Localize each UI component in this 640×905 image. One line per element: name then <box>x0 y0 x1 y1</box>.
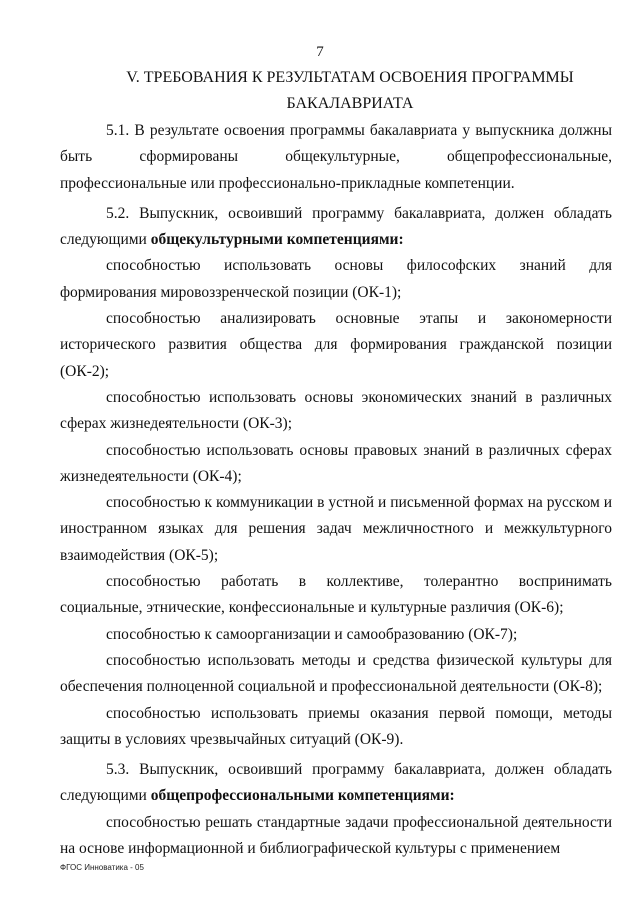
body-text <box>60 118 612 862</box>
competency-ok-3: способностью использовать основы экономических знаний в различных сферах жизнедеятельности (ОК-3); <box>60 388 612 433</box>
page-number: 7 <box>316 44 324 60</box>
competency-ok-2: способностью анализировать основные этапы и закономерности исторического развития общества для формирования гражданской позиции (ОК-2); <box>60 310 612 380</box>
competency-ok-5: способностью к коммуникации в устной и письменной формах на русском и иностранном языках для решения задач межличностного и межкультурного взаимодействия (ОК-5); <box>60 494 612 564</box>
section-title-line-2: БАКАЛАВРИАТА <box>286 95 414 112</box>
competency-ok-6: способностью работать в коллективе, толерантно воспринимать социальные, этнические, конфессиональные и культурные различия (ОК-6); <box>60 573 612 617</box>
footer-label: ФГОС Инноватика - 05 <box>60 863 144 872</box>
competency-ok-4: способностью использовать основы правовых знаний в различных сферах жизнедеятельности (ОК-4); <box>60 441 612 485</box>
paragraph-5-3-lead: 5.3. Выпускник, освоивший программу бакалавриата, должен обладать следующими <box>60 761 612 805</box>
competency-ok-7: способностью к самоорганизации и самообразованию (ОК-7); <box>106 625 518 643</box>
paragraph-5-2 <box>60 201 612 254</box>
competency-ok-1: способностью использовать основы философских знаний для формирования мировоззренческой позиции (ОК-1); <box>60 257 612 301</box>
competency-ok-8: способностью использовать методы и средства физической культуры для обеспечения полноценной социальной и профессиональной деятельности (ОК-8); <box>60 651 612 696</box>
paragraph-5-1: 5.1. В результате освоения программы бакалавриата у выпускника должны быть сформированы общекультурные, общепрофессиональные, профессиональные или профессионально-прикладные компетенции. <box>60 122 612 192</box>
section-title-line-1: V. ТРЕБОВАНИЯ К РЕЗУЛЬТАТАМ ОСВОЕНИЯ ПРОГРАММЫ <box>126 69 574 86</box>
paragraph-5-3-emphasis: общепрофессиональными компетенциями: <box>150 787 455 805</box>
competency-opk-1-partial: способностью решать стандартные задачи профессиональной деятельности на основе информационной и библиографической культуры с применением <box>60 813 612 858</box>
paragraph-5-3 <box>60 757 612 810</box>
competency-ok-9: способностью использовать приемы оказания первой помощи, методы защиты в условиях чрезвычайных ситуаций (ОК-9). <box>60 704 612 748</box>
paragraph-5-2-emphasis: общекультурными компетенциями: <box>150 231 404 249</box>
paragraph-5-2-lead: 5.2. Выпускник, освоивший программу бакалавриата, должен обладать следующими <box>60 204 612 249</box>
